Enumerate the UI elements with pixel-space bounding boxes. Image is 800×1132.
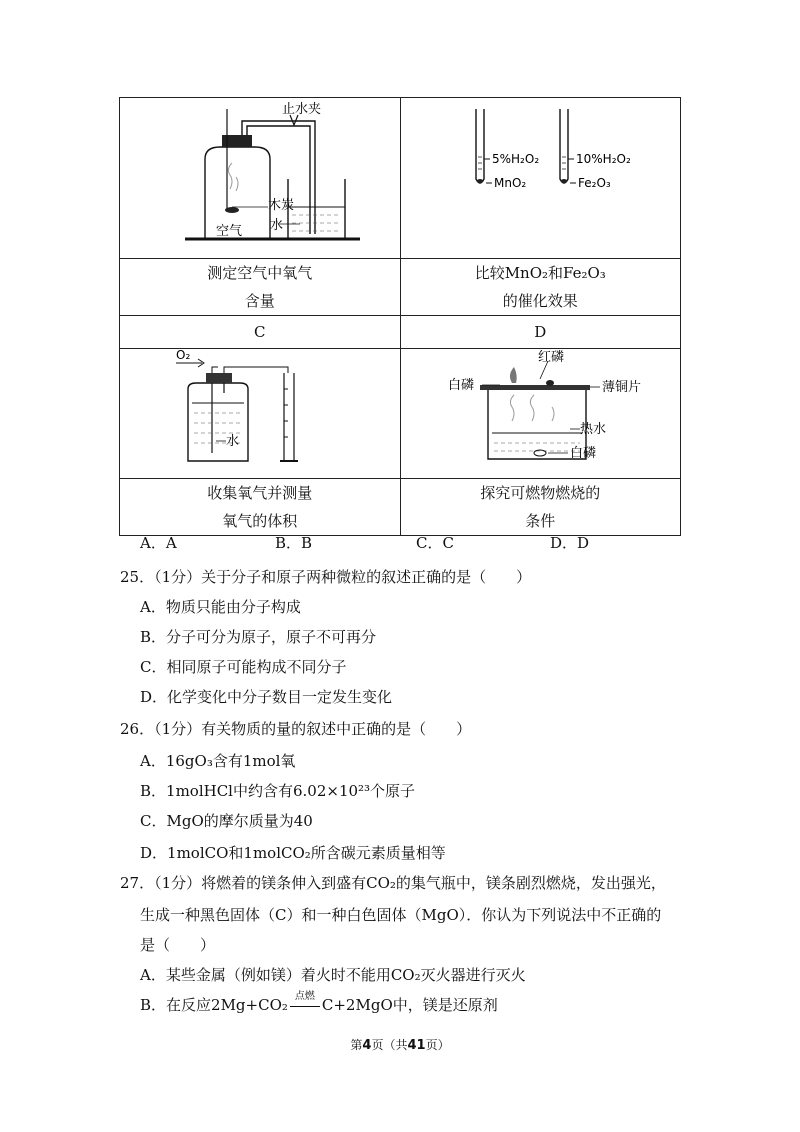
label-fe2o3: Fe₂O₃ — [578, 175, 611, 190]
caption-c: 收集氧气并测量 氧气的体积 — [120, 479, 401, 536]
label-clamp: 止水夹 — [281, 101, 321, 117]
caption-d: 探究可燃物燃烧的 条件 — [400, 479, 681, 536]
q24-option-c: C．C — [416, 534, 454, 552]
q24-option-a: A．A — [140, 534, 177, 552]
q25-option-c: C．相同原子可能构成不同分子 — [140, 658, 347, 676]
figure-c-collect-oxygen — [160, 349, 360, 469]
q25-option-d: D．化学变化中分子数目一定发生变化 — [140, 688, 393, 706]
q24-option-d: D．D — [550, 534, 590, 552]
q24-option-b: B．B — [275, 534, 313, 552]
reaction-arrow — [290, 1006, 320, 1007]
q25-option-a: A．物质只能由分子构成 — [140, 598, 301, 616]
q27-stem-line-3: 是（ ） — [140, 936, 216, 954]
q25-option-b: B．分子可分为原子，原子不可再分 — [140, 628, 377, 646]
figure-a-cell — [120, 98, 401, 259]
caption-b: 比较MnO₂和Fe₂O₃ 的催化效果 — [400, 259, 681, 316]
label-white-phosphorus-bottom: 白磷 — [570, 446, 597, 461]
label-water-c: 水 — [225, 434, 239, 449]
q27-stem-line-2: 生成一种黑色固体（C）和一种白色固体（MgO）．你认为下列说法中不正确的 — [140, 906, 662, 924]
label-mno2: MnO₂ — [494, 175, 527, 190]
q26-option-d: D．1molCO和1molCO₂所含碳元素质量相等 — [140, 844, 446, 862]
q26-option-b: B．1molHCl中约含有6.02×10²³个原子 — [140, 782, 416, 800]
label-10-h2o2: 10%H₂O₂ — [576, 151, 632, 166]
label-charcoal: 木炭 — [267, 197, 294, 213]
q26-option-c: C．MgO的摩尔质量为40 — [140, 812, 313, 830]
q27-option-a: A．某些金属（例如镁）着火时不能用CO₂灭火器进行灭火 — [140, 966, 526, 984]
figure-c-cell — [120, 349, 401, 479]
label-red-phosphorus: 红磷 — [538, 350, 565, 365]
page-footer: 第4页（共41页） — [350, 1038, 450, 1053]
current-page: 4 — [362, 1038, 372, 1053]
figure-d-combustion — [420, 349, 660, 469]
q27-option-b: B．在反应2Mg+CO₂ 点燃 C+2MgO中，镁是还原剂 — [140, 994, 498, 1015]
label-c: C — [120, 316, 401, 349]
figure-a-air-oxygen — [130, 99, 390, 249]
label-copper-sheet: 薄铜片 — [602, 380, 642, 395]
figure-b-catalyst — [440, 99, 640, 249]
experiment-table — [119, 97, 681, 536]
q27-stem-line-1: 27．（1分）将燃着的镁条伸入到盛有CO₂的集气瓶中，镁条剧烈燃烧，发出强光， — [120, 874, 666, 892]
caption-a: 测定空气中氧气 含量 — [120, 259, 401, 316]
label-white-phosphorus-top: 白磷 — [448, 378, 475, 393]
figure-d-cell — [400, 349, 681, 479]
q26-option-a: A．16gO₃含有1mol氧 — [140, 752, 296, 770]
label-d: D — [400, 316, 681, 349]
label-5-h2o2: 5%H₂O₂ — [492, 151, 540, 166]
figure-b-cell — [400, 98, 681, 259]
label-o2: O₂ — [175, 349, 191, 362]
q26-stem: 26．（1分）有关物质的量的叙述中正确的是（ ） — [120, 720, 472, 738]
label-air: 空气 — [215, 223, 242, 239]
q25-stem: 25．（1分）关于分子和原子两种微粒的叙述正确的是（ ） — [120, 568, 532, 586]
label-hot-water: 热水 — [580, 422, 607, 437]
label-water: 水 — [269, 217, 283, 233]
total-pages: 41 — [407, 1038, 426, 1053]
reaction-condition: 点燃 — [294, 991, 315, 1002]
